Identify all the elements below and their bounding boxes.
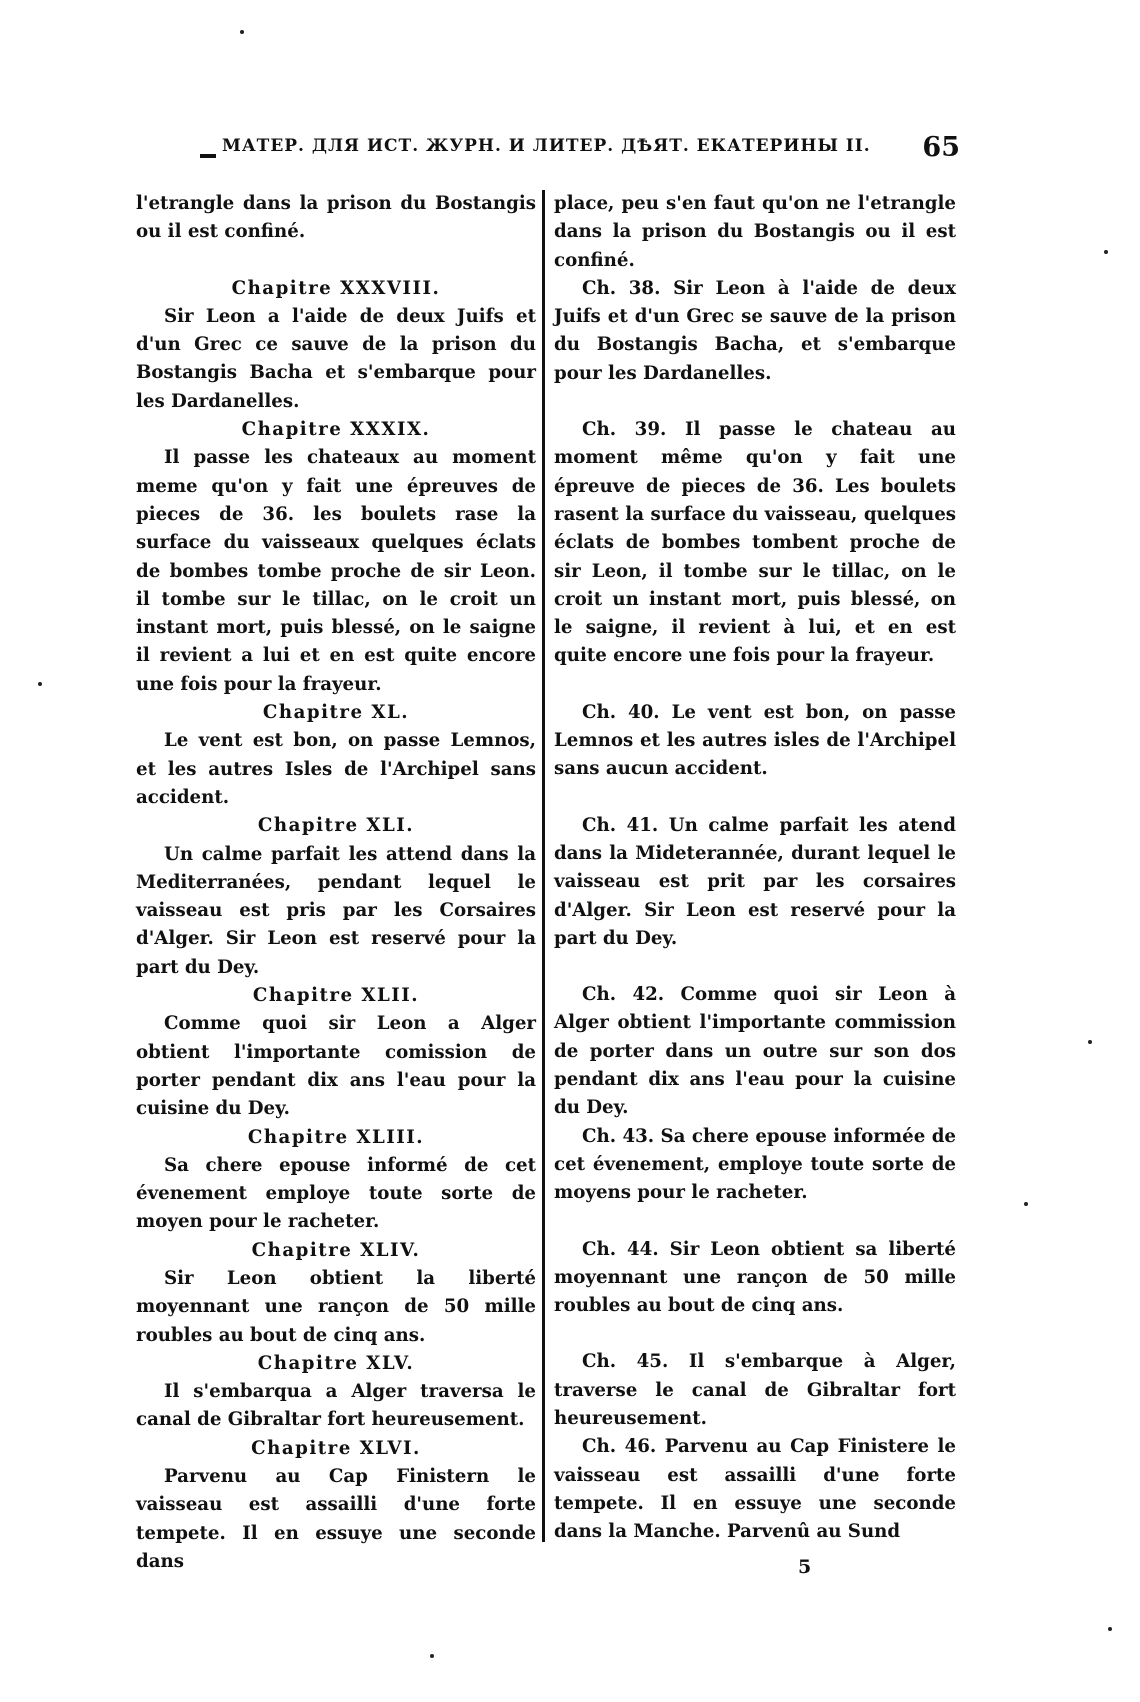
chapter-heading-40: Chapitre XL. <box>262 702 410 724</box>
right-chapter-text-39: Ch. 39. Il passe le chateau au moment même qu'on y fait une épreuve de pieces de 36. Les boulets rasent la surface du vaisseau, quelques éclats de bombes tombent proche de sir Leon, il tombe sur le tillac, on le croit un instant mort, puis blessé, on le saigne, il revient à lui, et en est quite encore une fois pour la frayeur. <box>554 419 956 667</box>
chapter-heading-38: Chapitre XXXVIII. <box>231 277 441 299</box>
page-number: 65 <box>922 132 960 163</box>
signature-mark: 5 <box>798 1556 812 1578</box>
right-chapter-text-38: Ch. 38. Sir Leon à l'aide de deux Juifs et d'un Grec se sauve de la prison du Bostangis Bacha, et s'embarque pour les Dardanelles. <box>554 277 956 384</box>
chapter-heading-46: Chapitre XLVI. <box>251 1437 421 1459</box>
right-chapter-text-44: Ch. 44. Sir Leon obtient sa liberté moyennant une rançon de 50 mille roubles au bout de cinq ans. <box>554 1238 956 1317</box>
scan-speck <box>430 1654 434 1658</box>
right-chapter-text-41: Ch. 41. Un calme parfait les atend dans la Mideterannée, durant lequel le vaisseau est prit par les corsaires d'Alger. Sir Leon est reservé pour la part du Dey. <box>554 814 956 949</box>
left-column <box>136 190 536 1576</box>
right-chapter-text-46: Ch. 46. Parvenu au Cap Finistere le vaisseau est assailli d'une forte tempete. Il en essuye une seconde dans la Manche. Parvenû au Sund <box>554 1436 956 1543</box>
running-head <box>200 132 960 168</box>
right-chapter-text-45: Ch. 45. Il s'embarque à Alger, traverse le canal de Gibraltar fort heureusement. <box>554 1351 956 1429</box>
right-chapter-text-43: Ch. 43. Sa chere epouse informée de cet évenement, employe toute sorte de moyens pour le racheter. <box>554 1125 956 1204</box>
right-paragraph-0: place, peu s'en faut qu'on ne l'etrangle dans la prison du Bostangis ou il est confiné. <box>554 193 956 271</box>
scan-speck <box>38 682 42 686</box>
spacer <box>554 1208 956 1236</box>
chapter-heading-41: Chapitre XLI. <box>257 815 415 837</box>
running-title: МАТЕР. ДЛЯ ИСТ. ЖУРН. И ЛИТЕР. ДѢЯТ. ЕКАТЕРИНЫ II. <box>222 136 871 156</box>
chapter-text-39: Il passe les chateaux au moment meme qu'on y fait une épreuves de pieces de 36. les boulets rase la surface du vaisseaux quelques éclats de bombes tombe proche de sir Leon. il tombe sur le tillac, on le croit un instant mort, puis blessé, on le saigne il revient a lui et en est quite encore une fois pour la frayeur. <box>136 447 536 695</box>
chapter-heading-44: Chapitre XLIV. <box>251 1239 421 1261</box>
spacer <box>554 784 956 812</box>
spacer <box>554 953 956 981</box>
chapter-heading-43: Chapitre XLIII. <box>247 1126 425 1148</box>
chapter-text-38: Sir Leon a l'aide de deux Juifs et d'un Grec ce sauve de la prison du Bostangis Bacha et s'embarque pour les Dardanelles. <box>136 305 536 412</box>
chapter-heading-39: Chapitre XXXIX. <box>241 419 431 441</box>
scan-speck <box>1104 250 1108 254</box>
scan-speck <box>1088 1040 1092 1044</box>
right-chapter-text-42: Ch. 42. Comme quoi sir Leon à Alger obtient l'importante commission de porter dans un outre sur son dos pendant dix ans l'eau pour la cuisine du Dey. <box>554 984 956 1119</box>
right-chapter-text-40: Ch. 40. Le vent est bon, on passe Lemnos et les autres isles de l'Archipel sans aucun accident. <box>554 701 956 780</box>
chapter-text-41: Un calme parfait les attend dans la Mediterranées, pendant lequel le vaisseau est pris par les Corsaires d'Alger. Sir Leon est reservé pour la part du Dey. <box>136 843 536 978</box>
chapter-text-43: Sa chere epouse informé de cet évenement employe toute sorte de moyen pour le racheter. <box>136 1154 536 1233</box>
scan-speck <box>240 30 244 34</box>
chapter-text-44: Sir Leon obtient la liberté moyennant une rançon de 50 mille roubles au bout de cinq ans. <box>136 1267 536 1346</box>
chapter-heading-42: Chapitre XLII. <box>252 985 420 1007</box>
scan-speck <box>1024 1202 1028 1206</box>
spacer <box>554 388 956 416</box>
spacer <box>554 1320 956 1348</box>
scan-speck <box>1108 1627 1112 1631</box>
right-column <box>554 190 956 1546</box>
chapter-text-45: Il s'embarqua a Alger traversa le canal de Gibraltar fort heureusement. <box>136 1381 536 1431</box>
spacer <box>136 247 536 275</box>
column-divider <box>542 190 545 1542</box>
chapter-text-42: Comme quoi sir Leon a Alger obtient l'importante comission de porter pendant dix ans l'eau pour la cuisine du Dey. <box>136 1013 536 1120</box>
chapter-heading-45: Chapitre XLV. <box>257 1352 415 1374</box>
running-head-dash <box>200 154 216 158</box>
chapter-text-46: Parvenu au Cap Finistern le vaisseau est assailli d'une forte tempete. Il en essuye une seconde dans <box>136 1466 536 1572</box>
spacer <box>554 671 956 699</box>
left-paragraph-0: l'etrangle dans la prison du Bostangis ou il est confiné. <box>136 193 536 243</box>
chapter-text-40: Le vent est bon, on passe Lemnos, et les autres Isles de l'Archipel sans accident. <box>136 730 536 808</box>
